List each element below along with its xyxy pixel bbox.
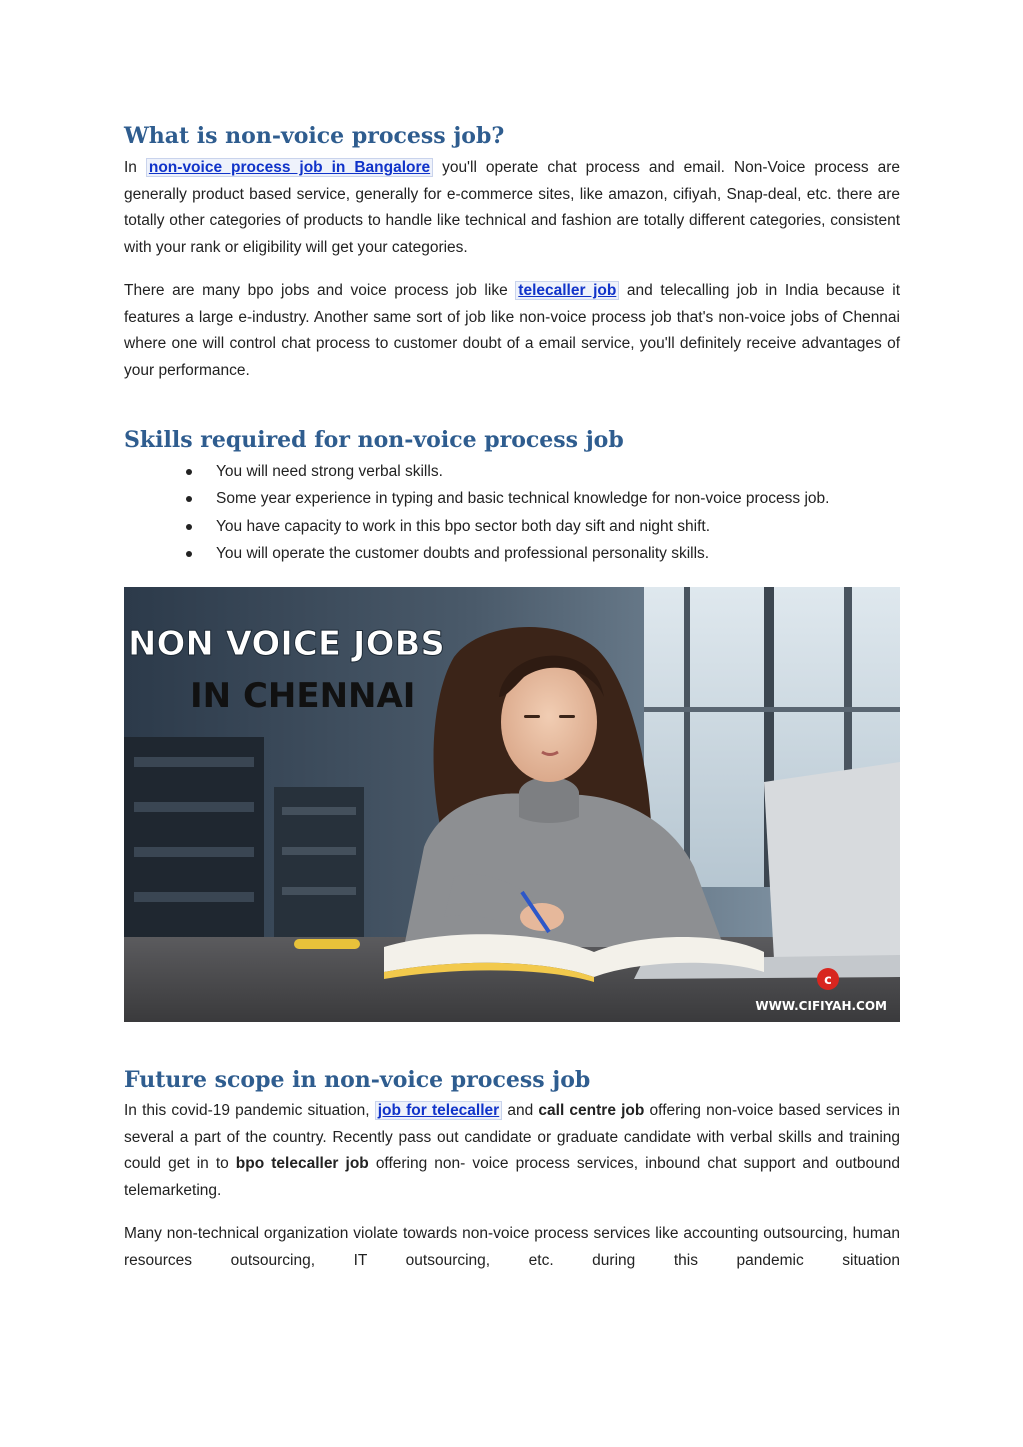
hero-illustration [124, 587, 900, 1022]
paragraph-text: and telecalling job in India because it features a large e-industry. Another same sort of job like non-voice process job that's non-voice jobs of Chennai where one will control chat process to customer doubt of a email service, you'll definitely receive advantages of your performance. [124, 282, 900, 379]
hero-image [124, 587, 900, 1022]
paragraph-text: and [502, 1102, 539, 1119]
list-item-text: You have capacity to work in this bpo sector both day sift and night shift. [216, 517, 710, 535]
paragraph-text: you'll operate chat process and email. Non-Voice process are generally product based service, generally for e-commerce sites, like amazon, cifiyah, Snap-deal, etc. there are totally other categories of products to handle like technical and fashion are totally different categories, consistent with your rank or eligibility will get your categories. [124, 159, 900, 256]
paragraph-text: offering non- voice process services, inbound chat support and outbound telemarketing. [124, 1155, 900, 1199]
paragraph-text: offering non-voice based services in several a part of the country. Recently pass out candidate or graduate candidate with verbal skills and training could get in to [124, 1102, 900, 1173]
link-job-for-telecaller[interactable]: job for telecaller [375, 1101, 502, 1120]
bullet-icon [186, 524, 192, 530]
list-item [124, 458, 900, 485]
bullet-icon [186, 496, 192, 502]
hero-title-line2: IN CHENNAI [190, 676, 416, 716]
paragraph-non-technical: Many non-technical organization violate towards non-voice process services like accounting outsourcing, human resources outsourcing, IT outsourcing, etc. during this pandemic situation [124, 1225, 900, 1269]
paragraph-covid [124, 1098, 900, 1204]
paragraph-text: In [124, 159, 146, 176]
link-non-voice-bangalore[interactable]: non-voice process job in Bangalore [146, 158, 433, 177]
list-item-text: You will need strong verbal skills. [216, 463, 443, 480]
section-heading-future-scope: Future scope in non-voice process job [124, 1067, 591, 1093]
list-item [124, 513, 900, 540]
section-heading-skills: Skills required for non-voice process job [124, 427, 624, 453]
hero-title-line1: NON VOICE JOBS [128, 624, 445, 664]
section-heading-what-is: What is non-voice process job? [124, 123, 505, 149]
bold-bpo-telecaller-job: bpo telecaller job [235, 1155, 369, 1173]
hero-watermark: WWW.CIFIYAH.COM [755, 999, 887, 1013]
list-item-text: Some year experience in typing and basic technical knowledge for non-voice process job. [216, 490, 830, 508]
bold-call-centre-job: call centre job [538, 1102, 645, 1119]
list-item-text: You will operate the customer doubts and professional personality skills. [216, 544, 710, 562]
paragraph-intro [124, 155, 900, 261]
list-item [124, 540, 900, 567]
logo-letter: c [824, 973, 832, 988]
paragraph-text: In this covid-19 pandemic situation, [124, 1102, 375, 1119]
paragraph-text: There are many bpo jobs and voice process job like [124, 282, 516, 299]
skills-list [124, 458, 900, 567]
list-item [124, 485, 900, 512]
paragraph-bpo-jobs [124, 278, 900, 384]
link-telecaller-job[interactable]: telecaller job [515, 281, 619, 300]
bullet-icon [186, 469, 192, 475]
bullet-icon [186, 551, 192, 557]
